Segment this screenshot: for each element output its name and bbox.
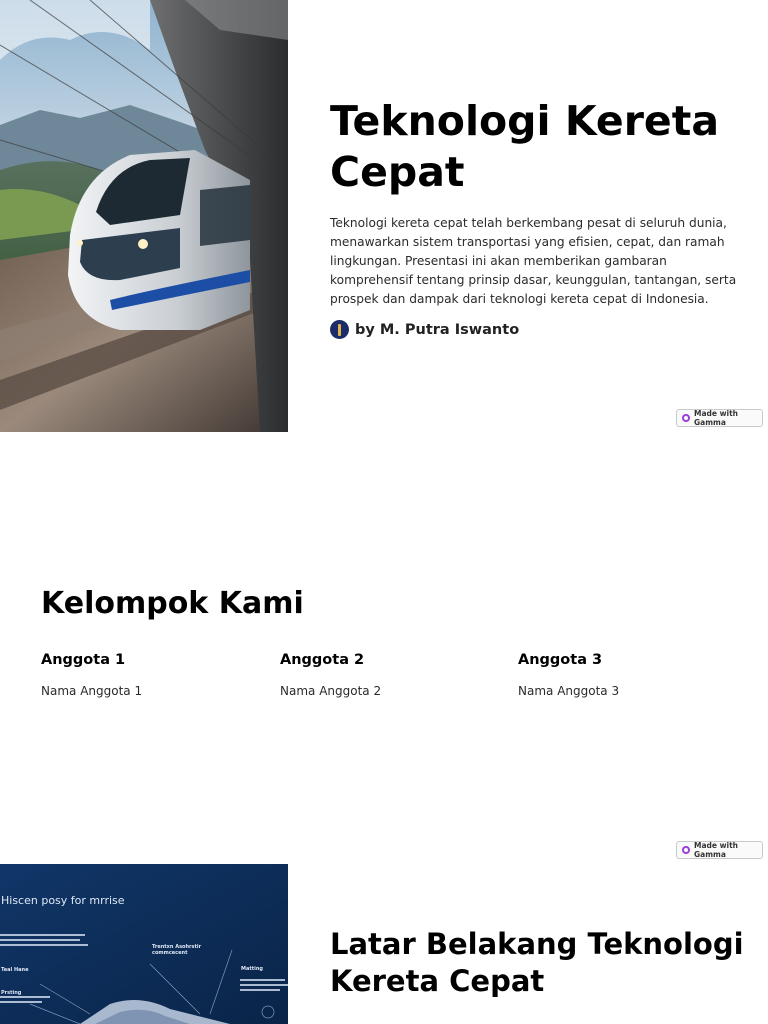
background-title: Latar Belakang Teknologi Kereta Cepat <box>330 927 744 998</box>
made-with-gamma-badge[interactable] <box>676 841 763 859</box>
gamma-logo-icon <box>682 414 690 422</box>
member-card <box>518 652 738 698</box>
diagram-heading: Hiscen posy for mrrise <box>1 894 125 907</box>
member-name: Nama Anggota 2 <box>280 684 382 698</box>
train-diagram-illustration <box>0 864 288 1024</box>
made-with-gamma-badge[interactable] <box>676 409 763 427</box>
presentation-description: Teknologi kereta cepat telah berkembang pesat di seluruh dunia, menawarkan sistem transportasi yang efisien, cepat, dan ramah lingkungan. Presentasi ini akan memberikan gambaran komprehensif tentang prinsip dasar, keunggulan, tantangan, serta prospek dan dampak dari teknologi kereta cepat di Indonesia. <box>330 216 737 306</box>
author-name: by M. Putra Iswanto <box>355 321 520 338</box>
gamma-logo-icon <box>682 846 690 854</box>
gamma-badge-label: Made with Gamma <box>694 409 739 427</box>
member-title: Anggota 3 <box>518 652 603 668</box>
group-title: Kelompok Kami <box>41 586 304 621</box>
member-name: Nama Anggota 3 <box>518 684 620 698</box>
train-diagram-image <box>0 864 288 1024</box>
member-card <box>41 652 261 698</box>
diagram-label: Prsting <box>1 990 22 996</box>
gamma-badge-label: Made with Gamma <box>694 841 739 859</box>
diagram-label: Teal Hane <box>1 967 29 973</box>
diagram-label: Matting <box>241 966 263 972</box>
bullet-train-image <box>0 0 288 432</box>
presentation-title: Teknologi Kereta Cepat <box>330 97 719 196</box>
author-avatar-icon <box>330 320 349 339</box>
member-name: Nama Anggota 1 <box>41 684 143 698</box>
bullet-train-illustration <box>0 0 288 432</box>
diagram-label: Trentxn Asohrstir commcecent <box>152 944 202 956</box>
author-line <box>330 320 519 339</box>
member-card <box>280 652 500 698</box>
slide-title <box>0 0 768 432</box>
member-title: Anggota 1 <box>41 652 126 668</box>
member-title: Anggota 2 <box>280 652 365 668</box>
